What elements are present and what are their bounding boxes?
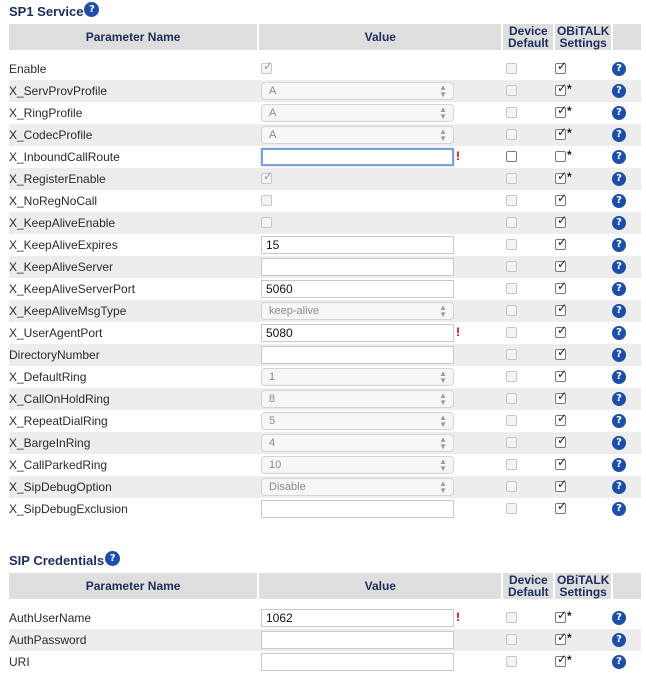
obitalk-settings-check-icon: ✓ — [557, 367, 568, 381]
keepalivemsgtype-select[interactable] — [261, 302, 454, 320]
device-default-checkbox[interactable] — [506, 63, 517, 74]
parameter-name-label: X_KeepAliveEnable — [9, 216, 116, 230]
obitalk-settings-check-icon: ✓ — [557, 301, 568, 315]
help-icon[interactable]: ? — [612, 458, 626, 472]
select-value: A — [269, 129, 277, 141]
up-down-arrows-icon: ▲ ▼ — [439, 391, 447, 407]
parameter-rows — [9, 607, 641, 673]
sipdebugoption-select[interactable] — [261, 478, 454, 496]
table-row — [9, 476, 641, 498]
device-default-checkbox[interactable] — [506, 129, 517, 140]
up-down-arrows-icon: ▲ ▼ — [439, 435, 447, 451]
select-value: Disable — [269, 481, 306, 493]
defaultring-select[interactable] — [261, 368, 454, 386]
parameter-name-label: X_ServProvProfile — [9, 84, 108, 98]
device-default-checkbox[interactable] — [506, 459, 517, 470]
obitalk-settings-checkbox[interactable] — [555, 367, 568, 382]
help-icon[interactable]: ? — [612, 172, 626, 186]
obitalk-settings-checkbox[interactable] — [555, 103, 568, 118]
obitalk-settings-checkbox[interactable] — [555, 59, 568, 74]
device-default-checkbox[interactable] — [506, 634, 517, 645]
table-row — [9, 651, 641, 673]
device-default-checkbox[interactable] — [506, 217, 517, 228]
header-value: Value — [259, 573, 501, 599]
help-icon[interactable]: ? — [612, 150, 626, 164]
table-row — [9, 58, 641, 80]
obitalk-settings-check-icon: ✓ — [557, 433, 568, 447]
table-row — [9, 300, 641, 322]
header-help-column — [613, 24, 641, 50]
modified-star: * — [567, 148, 572, 162]
device-default-checkbox[interactable] — [506, 349, 517, 360]
table-header — [9, 573, 641, 599]
keepaliveserverport-input[interactable]: 5060 — [261, 280, 454, 298]
obitalk-settings-checkbox[interactable] — [555, 345, 568, 360]
device-default-checkbox[interactable] — [506, 393, 517, 404]
header-obitalk-settings: OBiTALK Settings — [556, 24, 610, 50]
parameter-name-label: X_CodecProfile — [9, 128, 93, 142]
obitalk-settings-checkbox[interactable] — [555, 323, 568, 338]
device-default-checkbox[interactable] — [506, 481, 517, 492]
device-default-checkbox[interactable] — [506, 261, 517, 272]
header-parameter-name: Parameter Name — [9, 573, 257, 599]
table-row — [9, 366, 641, 388]
table-row — [9, 80, 641, 102]
obitalk-settings-checkbox[interactable] — [555, 499, 568, 514]
uri-input[interactable] — [261, 653, 454, 671]
parameter-name-label: X_KeepAliveServerPort — [9, 282, 136, 296]
table-row — [9, 212, 641, 234]
modified-star: * — [567, 170, 572, 184]
obitalk-settings-checkbox[interactable] — [555, 608, 568, 623]
obitalk-settings-check-icon: ✓ — [557, 81, 568, 95]
bargeinring-select[interactable] — [261, 434, 454, 452]
error-indicator: ! — [456, 325, 460, 339]
obitalk-settings-check-icon: ✓ — [557, 345, 568, 359]
obitalk-settings-checkbox[interactable] — [555, 301, 568, 316]
parameter-name-label: X_RegisterEnable — [9, 172, 106, 186]
help-icon[interactable]: ? — [612, 62, 626, 76]
table-row — [9, 256, 641, 278]
device-default-checkbox[interactable] — [506, 239, 517, 250]
select-value: 8 — [269, 393, 276, 405]
table-row — [9, 388, 641, 410]
ringprofile-select[interactable] — [261, 104, 454, 122]
servprovprofile-select[interactable] — [261, 82, 454, 100]
parameter-name-label: X_CallParkedRing — [9, 458, 108, 472]
select-value: 1 — [269, 371, 276, 383]
up-down-arrows-icon: ▲ ▼ — [439, 303, 447, 319]
obitalk-settings-check-icon: ✓ — [557, 59, 568, 73]
help-icon[interactable]: ? — [612, 611, 626, 625]
help-icon[interactable]: ? — [612, 633, 626, 647]
device-default-checkbox[interactable] — [506, 612, 517, 623]
table-row — [9, 190, 641, 212]
table-row — [9, 629, 641, 651]
parameter-name-label: Enable — [9, 62, 47, 76]
header-parameter-name: Parameter Name — [9, 24, 257, 50]
header-value: Value — [259, 24, 501, 50]
up-down-arrows-icon: ▲ ▼ — [439, 83, 447, 99]
help-icon[interactable]: ? — [612, 128, 626, 142]
device-default-checkbox[interactable] — [506, 503, 517, 514]
table-row — [9, 146, 641, 168]
obitalk-settings-checkbox[interactable] — [555, 81, 568, 96]
table-row — [9, 278, 641, 300]
parameter-name-label: X_RepeatDialRing — [9, 414, 108, 428]
parameter-name-label: X_NoRegNoCall — [9, 194, 98, 208]
help-icon[interactable]: ? — [612, 326, 626, 340]
help-icon[interactable]: ? — [612, 260, 626, 274]
noregnocall-value-checkbox[interactable] — [261, 195, 272, 206]
parameter-name-label: X_SipDebugOption — [9, 480, 112, 494]
table-row — [9, 168, 641, 190]
useragentport-input[interactable]: 5080 — [261, 324, 454, 342]
parameter-rows — [9, 58, 641, 520]
table-row — [9, 498, 641, 520]
table-row — [9, 432, 641, 454]
registerenable-value-check-icon: ✓ — [263, 169, 274, 183]
obitalk-settings-check-icon: ✓ — [557, 389, 568, 403]
up-down-arrows-icon: ▲ ▼ — [439, 413, 447, 429]
registerenable-value-checkbox[interactable] — [261, 169, 274, 184]
up-down-arrows-icon: ▲ ▼ — [439, 105, 447, 121]
obitalk-settings-check-icon: ✓ — [557, 608, 568, 622]
obitalk-settings-check-icon: ✓ — [557, 652, 568, 666]
table-row — [9, 322, 641, 344]
inboundcallroute-input[interactable] — [261, 148, 454, 166]
parameter-name-label: URI — [9, 655, 30, 669]
obitalk-settings-check-icon: ✓ — [557, 411, 568, 425]
device-default-checkbox[interactable] — [506, 107, 517, 118]
authpassword-input[interactable] — [261, 631, 454, 649]
modified-star: * — [567, 104, 572, 118]
select-value: A — [269, 107, 277, 119]
help-icon[interactable]: ? — [612, 436, 626, 450]
obitalk-settings-checkbox[interactable] — [555, 257, 568, 272]
table-row — [9, 234, 641, 256]
help-icon[interactable]: ? — [612, 282, 626, 296]
header-device-default: Device Default — [503, 573, 553, 599]
device-default-checkbox[interactable] — [506, 327, 517, 338]
device-default-checkbox[interactable] — [506, 656, 517, 667]
device-default-checkbox[interactable] — [506, 437, 517, 448]
directorynumber-input[interactable] — [261, 346, 454, 364]
authusername-input[interactable]: 1062 — [261, 609, 454, 627]
header-help-column — [613, 573, 641, 599]
device-default-checkbox[interactable] — [506, 371, 517, 382]
up-down-arrows-icon: ▲ ▼ — [439, 457, 447, 473]
select-value: 5 — [269, 415, 276, 427]
header-device-default: Device Default — [503, 24, 553, 50]
section-title: SP1 Service ? — [9, 4, 99, 19]
help-icon[interactable]: ? — [105, 551, 120, 566]
help-icon[interactable]: ? — [612, 238, 626, 252]
device-default-checkbox[interactable] — [506, 195, 517, 206]
obitalk-settings-check-icon: ✓ — [557, 169, 568, 183]
help-icon[interactable]: ? — [84, 2, 99, 17]
obitalk-settings-checkbox[interactable] — [555, 652, 568, 667]
device-default-checkbox[interactable] — [506, 173, 517, 184]
up-down-arrows-icon: ▲ ▼ — [439, 479, 447, 495]
help-icon[interactable]: ? — [612, 392, 626, 406]
sipdebugexclusion-input[interactable] — [261, 500, 454, 518]
help-icon[interactable]: ? — [612, 348, 626, 362]
parameter-name-label: DirectoryNumber — [9, 348, 100, 362]
enable-value-check-icon: ✓ — [263, 59, 274, 73]
codecprofile-select[interactable] — [261, 126, 454, 144]
help-icon[interactable]: ? — [612, 194, 626, 208]
modified-star: * — [567, 126, 572, 140]
help-icon[interactable]: ? — [612, 480, 626, 494]
help-icon[interactable]: ? — [612, 655, 626, 669]
obitalk-settings-check-icon: ✓ — [557, 477, 568, 491]
obitalk-settings-checkbox[interactable] — [555, 151, 566, 162]
device-default-checkbox[interactable] — [506, 283, 517, 294]
parameter-name-label: X_DefaultRing — [9, 370, 87, 384]
header-obitalk-settings: OBiTALK Settings — [556, 573, 610, 599]
obitalk-settings-check-icon: ✓ — [557, 235, 568, 249]
up-down-arrows-icon: ▲ ▼ — [439, 369, 447, 385]
table-row — [9, 607, 641, 629]
obitalk-settings-check-icon: ✓ — [557, 323, 568, 337]
obitalk-settings-checkbox[interactable] — [555, 389, 568, 404]
obitalk-settings-check-icon: ✓ — [557, 103, 568, 117]
table-row — [9, 124, 641, 146]
table-row — [9, 102, 641, 124]
parameter-name-label: X_SipDebugExclusion — [9, 502, 128, 516]
obitalk-settings-checkbox[interactable] — [555, 411, 568, 426]
device-default-checkbox[interactable] — [506, 151, 517, 162]
parameter-name-label: AuthUserName — [9, 611, 92, 625]
obitalk-settings-check-icon: ✓ — [557, 499, 568, 513]
help-icon[interactable]: ? — [612, 216, 626, 230]
parameter-name-label: X_KeepAliveExpires — [9, 238, 118, 252]
device-default-checkbox[interactable] — [506, 415, 517, 426]
obitalk-settings-checkbox[interactable] — [555, 235, 568, 250]
table-row — [9, 344, 641, 366]
obitalk-settings-checkbox[interactable] — [555, 477, 568, 492]
callonholdring-select[interactable] — [261, 390, 454, 408]
modified-star: * — [567, 82, 572, 96]
select-value: keep-alive — [269, 305, 320, 317]
obitalk-settings-checkbox[interactable] — [555, 279, 568, 294]
device-default-checkbox[interactable] — [506, 85, 517, 96]
obitalk-settings-checkbox[interactable] — [555, 213, 568, 228]
parameter-name-label: X_BargeInRing — [9, 436, 91, 450]
table-row — [9, 454, 641, 476]
modified-star: * — [567, 609, 572, 623]
obitalk-settings-check-icon: ✓ — [557, 125, 568, 139]
help-icon[interactable]: ? — [612, 106, 626, 120]
parameter-name-label: X_KeepAliveMsgType — [9, 304, 127, 318]
keepaliveenable-value-checkbox[interactable] — [261, 217, 272, 228]
obitalk-settings-checkbox[interactable] — [555, 191, 568, 206]
keepaliveserver-input[interactable] — [261, 258, 454, 276]
obitalk-settings-check-icon: ✓ — [557, 191, 568, 205]
obitalk-settings-check-icon: ✓ — [557, 279, 568, 293]
parameter-name-label: X_CallOnHoldRing — [9, 392, 110, 406]
table-row — [9, 410, 641, 432]
section-title: SIP Credentials ? — [9, 553, 120, 568]
obitalk-settings-checkbox[interactable] — [555, 125, 568, 140]
obitalk-settings-checkbox[interactable] — [555, 433, 568, 448]
keepaliveexpires-input[interactable]: 15 — [261, 236, 454, 254]
parameter-name-label: X_KeepAliveServer — [9, 260, 114, 274]
up-down-arrows-icon: ▲ ▼ — [439, 127, 447, 143]
callparkedring-select[interactable] — [261, 456, 454, 474]
repeatdialring-select[interactable] — [261, 412, 454, 430]
select-value: 4 — [269, 437, 276, 449]
help-icon[interactable]: ? — [612, 414, 626, 428]
modified-star: * — [567, 631, 572, 645]
parameter-name-label: AuthPassword — [9, 633, 87, 647]
parameter-name-label: X_UserAgentPort — [9, 326, 103, 340]
parameter-name-label: X_InboundCallRoute — [9, 150, 120, 164]
obitalk-settings-check-icon: ✓ — [557, 213, 568, 227]
select-value: A — [269, 85, 277, 97]
parameter-name-label: X_RingProfile — [9, 106, 83, 120]
help-icon[interactable]: ? — [612, 304, 626, 318]
obitalk-settings-checkbox[interactable] — [555, 169, 568, 184]
help-icon[interactable]: ? — [612, 502, 626, 516]
obitalk-settings-check-icon: ✓ — [557, 257, 568, 271]
select-value: 10 — [269, 459, 282, 471]
device-default-checkbox[interactable] — [506, 305, 517, 316]
error-indicator: ! — [456, 610, 460, 624]
enable-value-checkbox[interactable] — [261, 59, 274, 74]
obitalk-settings-check-icon: ✓ — [557, 455, 568, 469]
help-icon[interactable]: ? — [612, 370, 626, 384]
help-icon[interactable]: ? — [612, 84, 626, 98]
obitalk-settings-checkbox[interactable] — [555, 455, 568, 470]
modified-star: * — [567, 653, 572, 667]
obitalk-settings-checkbox[interactable] — [555, 630, 568, 645]
error-indicator: ! — [456, 149, 460, 163]
obitalk-settings-check-icon: ✓ — [557, 630, 568, 644]
table-header — [9, 24, 641, 50]
